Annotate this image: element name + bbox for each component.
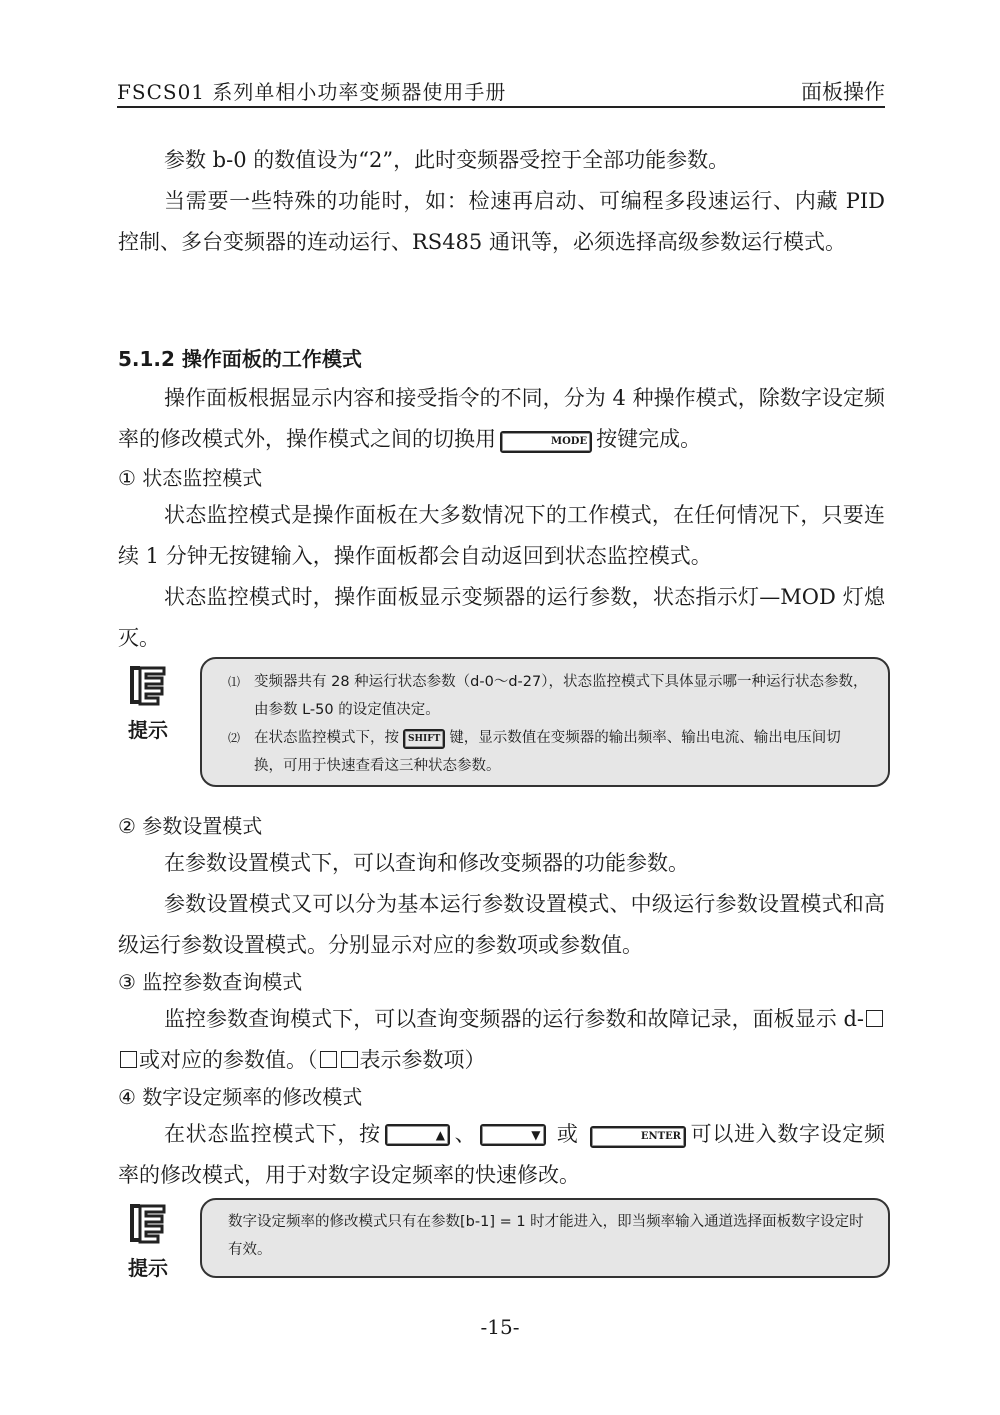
mode3-heading: ③ 监控参数查询模式 [118,970,303,994]
placeholder-box [320,1051,337,1068]
intro-paragraph-1: 参数 b-0 的数值设为“2”，此时变频器受控于全部功能参数。 [164,148,730,172]
mode4-text-a: 在状态监控模式下，按 [164,1122,381,1146]
down-arrow-key: ▼ [480,1124,545,1146]
intro-paragraph-2: 当需要一些特殊的功能时，如：检速再启动、可编程多段速运行、内藏 PID 控制、多台变频器的连动运行、RS485 通讯等，必须选择高级参数运行模式。 [118,189,885,254]
section-512-paragraph [118,378,885,460]
tip2-icon-block [118,1200,178,1281]
tip1-item-2-text-b: 键，显示数值在变频器的输出频率、输出电流、输出电压间切换，可用于快速查看这三种状态参数。 [254,730,841,774]
mode4-separator-1: 、 [453,1122,477,1146]
tip1-item-1-text: 变频器共有 28 种运行状态参数（d-0～d-27），状态监控模式下具体显示哪一种运行状态参数，由参数 L-50 的设定值决定。 [254,674,868,718]
enter-key: ENTER [590,1126,686,1148]
mode2-paragraph-1: 在参数设置模式下，可以查询和修改变频器的功能参数。 [164,851,689,875]
pointing-hand-icon [124,662,172,708]
mode4-separator-2: 或 [549,1122,586,1146]
manual-title: FSCS01 系列单相小功率变频器使用手册 [117,80,507,104]
mode3-text-b: 或对应的参数值。（ [139,1048,318,1072]
section-heading-512: 5.1.2 操作面板的工作模式 [118,347,362,371]
mode2-heading: ② 参数设置模式 [118,814,263,838]
up-arrow-key: ▲ [385,1124,450,1146]
mode4-text-b: 可以进入数字设定频率的修改模式，用于对数字设定频率的快速修改。 [118,1122,886,1187]
tip1-icon-block [118,662,178,743]
mode1-paragraph-2: 状态监控模式时，操作面板显示变频器的运行参数，状态指示灯—MOD 灯熄灭。 [118,585,885,650]
shift-key: SHIFT [403,729,445,749]
section-title: 面板操作 [801,80,885,104]
tip1-item-1 [202,668,868,724]
placeholder-box [341,1051,358,1068]
mode4-heading: ④ 数字设定频率的修改模式 [118,1085,363,1109]
pointing-hand-icon [124,1200,172,1246]
tip1-item-2-number: ⑵ [228,731,241,745]
tip2-box [200,1198,890,1278]
mode2-paragraph-2: 参数设置模式又可以分为基本运行参数设置模式、中级运行参数设置模式和高级运行参数设置模式。分别显示对应的参数项或参数值。 [118,892,885,957]
mode-key: MODE [500,431,592,453]
mode3-text-c: 表示参数项） [359,1048,486,1072]
mode4-paragraph [118,1114,885,1196]
tip2-label: 提示 [128,1256,168,1280]
page-number: -15- [480,1315,520,1339]
mode3-paragraph [118,999,885,1081]
mode1-paragraph-1: 状态监控模式是操作面板在大多数情况下的工作模式，在任何情况下，只要连续 1 分钟无按键输入，操作面板都会自动返回到状态监控模式。 [118,503,885,568]
mode1-heading: ① 状态监控模式 [118,466,263,490]
tip1-item-2-text-a: 在状态监控模式下，按 [254,730,399,746]
tip1-label: 提示 [128,718,168,742]
tip1-item-2 [202,724,868,780]
tip2-text: 数字设定频率的修改模式只有在参数[b-1] = 1 时才能进入，即当频率输入通道选择面板数字设定时有效。 [228,1214,864,1258]
page-header [117,76,885,108]
placeholder-box [866,1010,883,1027]
placeholder-box [120,1051,137,1068]
section-512-text-a: 操作面板根据显示内容和接受指令的不同，分为 4 种操作模式，除数字设定频率的修改模式外，操作模式之间的切换用 [118,386,885,451]
tip1-item-1-number: ⑴ [228,675,241,689]
tip1-box [200,657,890,787]
mode3-text-a: 监控参数查询模式下，可以查询变频器的运行参数和故障记录，面板显示 d- [164,1007,864,1031]
section-512-text-b: 按键完成。 [596,427,702,451]
